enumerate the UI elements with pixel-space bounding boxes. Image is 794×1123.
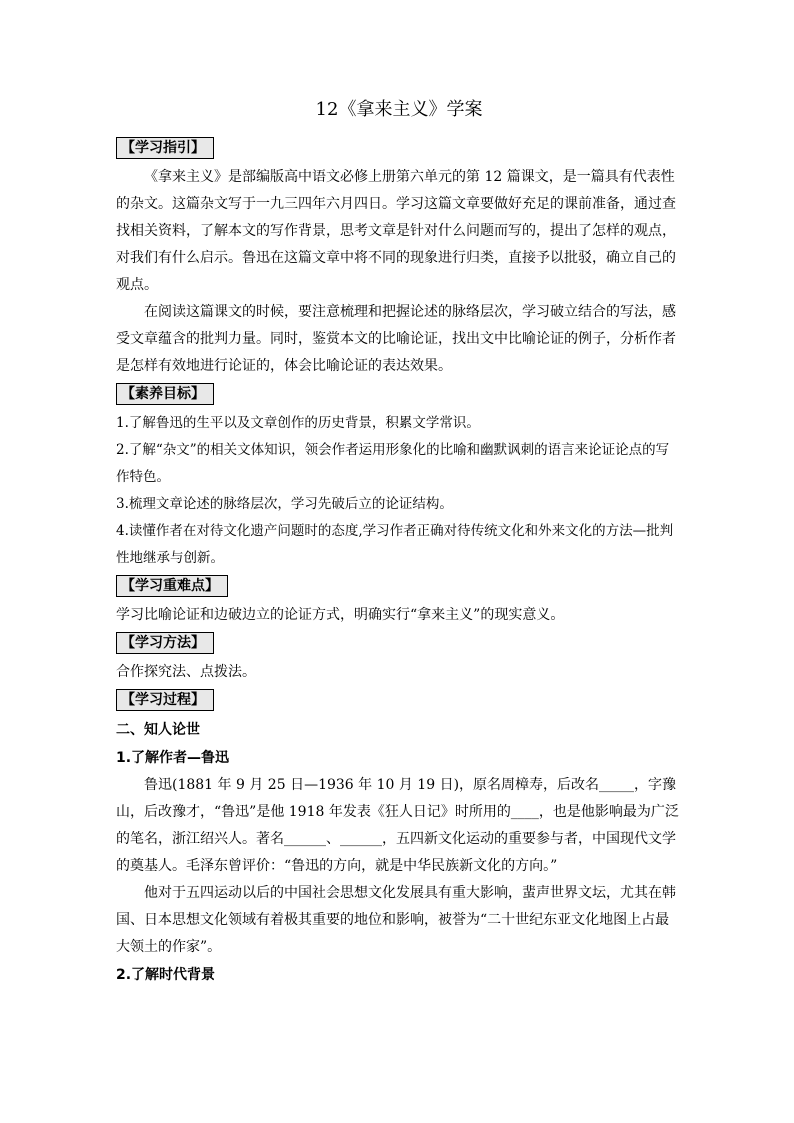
goal-item-4: 4.读懂作者在对待文化遗产问题时的态度,学习作者正确对待传统文化和外来文化的方法—批判性地继承与创新。 <box>116 523 674 566</box>
section-head-guide: 【学习指引】 <box>116 137 214 159</box>
guide-paragraph-1: 《拿来主义》是部编版高中语文必修上册第六单元的第 12 篇课文，是一篇具有代表性的杂文。这篇杂文写于一九三四年六月四日。学习这篇文章要做好充足的课前准备，通过查找相关资料，了解本文的写作背景，思考文章是针对什么问题而写的，提出了怎样的观点，对我们有什么启示。鲁迅在这篇文章中将不同的现象进行归类，直接予以批驳，确立自己的观点。 <box>116 169 676 293</box>
section-head-methods: 【学习方法】 <box>116 632 214 654</box>
page-title: 12《拿来主义》学案 <box>315 99 483 120</box>
keypoints-text: 学习比喻论证和边破边立的论证方式，明确实行“拿来主义”的现实意义。 <box>116 607 565 623</box>
methods-text: 合作探究法、点拨法。 <box>116 664 256 680</box>
goal-item-3: 3.梳理文章论述的脉络层次，学习先破后立的论证结构。 <box>116 496 453 512</box>
section-head-keypoints: 【学习重难点】 <box>116 575 228 597</box>
subheading-author-luxun: 1.了解作者—鲁迅 <box>116 750 230 766</box>
section-head-process: 【学习过程】 <box>116 689 214 711</box>
goal-item-2: 2.了解“杂文”的相关文体知识，领会作者运用形象化的比喻和幽默讽刺的语言来论证论点的写作特色。 <box>116 442 670 485</box>
author-paragraph-2: 他对于五四运动以后的中国社会思想文化发展具有重大影响，蜚声世界文坛，尤其在韩国、日本思想文化领域有着极其重要的地位和影响，被誉为“二十世纪东亚文化地图上占最大领土的作家”。 <box>116 885 676 955</box>
document-page <box>116 96 682 989</box>
section-head-goals: 【素养目标】 <box>116 383 214 405</box>
author-paragraph-1: 鲁迅(1881 年 9 月 25 日—1936 年 10 月 19 日)，原名周樟寿，后改名_____，字豫山，后改豫才，“鲁迅”是他 1918 年发表《狂人日记》时所用的____，也是他影响最为广泛的笔名，浙江绍兴人。著名______、______，五四新文化运动的重要参与者，中国现代文学的奠基人。毛泽东曾评价：“鲁迅的方向，就是中华民族新文化的方向。” <box>116 777 679 874</box>
guide-paragraph-2: 在阅读这篇课文的时候，要注意梳理和把握论述的脉络层次，学习破立结合的写法，感受文章蕴含的批判力量。同时，鉴赏本文的比喻论证，找出文中比喻论证的例子，分析作者是怎样有效地进行论证的，体会比喻论证的表达效果。 <box>116 304 676 374</box>
goal-item-1: 1.了解鲁迅的生平以及文章创作的历史背景，积累文学常识。 <box>116 415 480 431</box>
subheading-era-background: 2.了解时代背景 <box>116 967 216 983</box>
subheading-know-author: 二、知人论世 <box>116 722 200 738</box>
